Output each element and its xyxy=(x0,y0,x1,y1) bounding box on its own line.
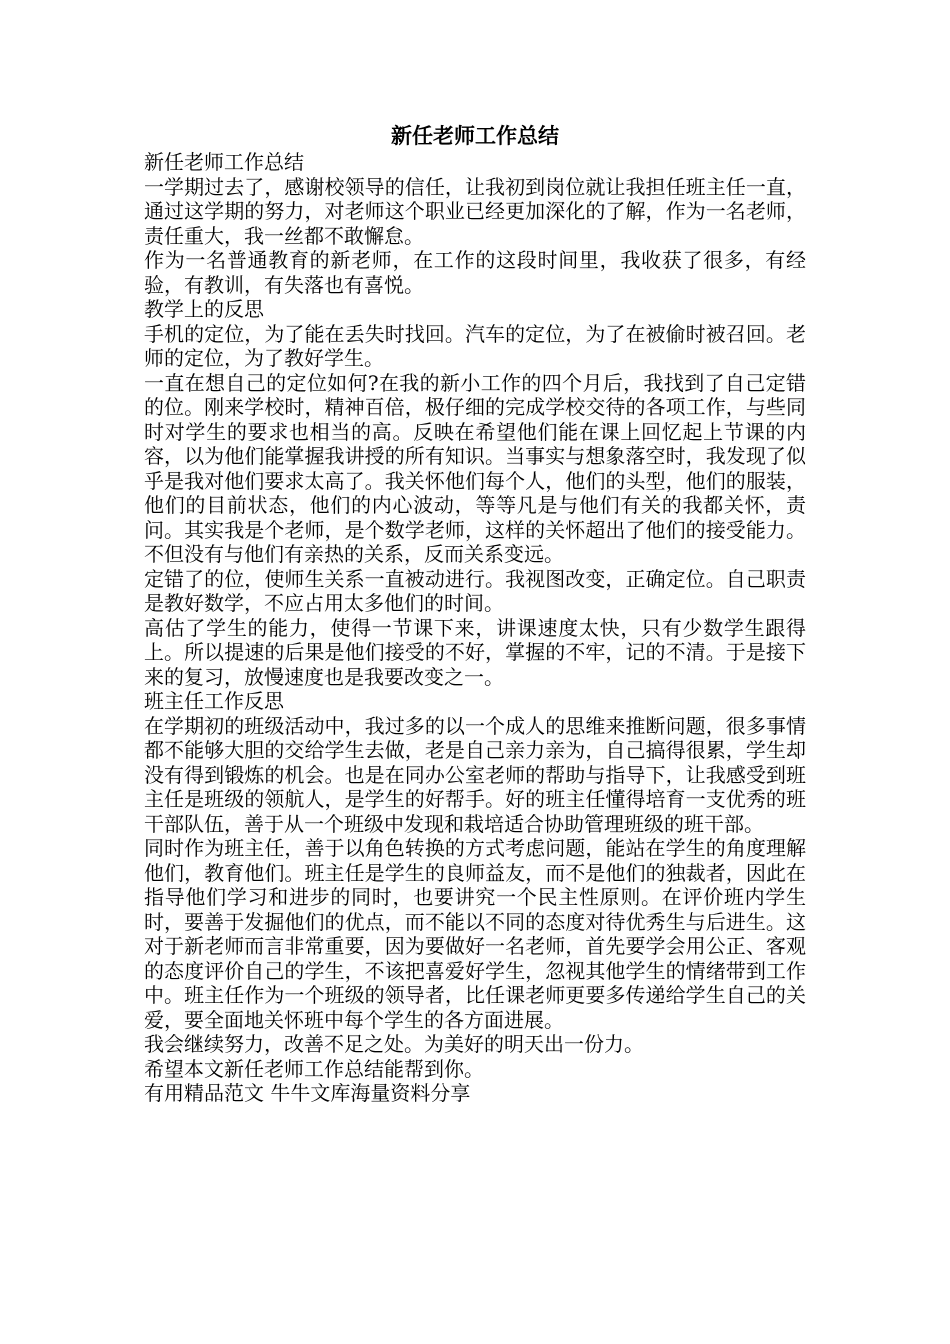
paragraph-role-switch: 同时作为班主任，善于以角色转换的方式考虑问题，能站在学生的角度理解他们，教育他们。班主任是学生的良师益友，而不是他们的独裁者，因此在指导他们学习和进步的同时，也要讲究一个民主性原则。在评价班内学生时，要善于发掘他们的优点，而不能以不同的态度对待优秀生与后进生。这对于新老师而言非常重要，因为要做好一名老师，首先要学会用公正、客观的态度评价自己的学生，不该把喜爱好学生，忽视其他学生的情绪带到工作中。班主任作为一个班级的领导者，比任课老师更要多传递给学生自己的关爱，要全面地关怀班中每个学生的各方面进展。 xyxy=(144,836,806,1032)
paragraph-class-activities: 在学期初的班级活动中，我过多的以一个成人的思维来推断问题，很多事情都不能够大胆的交给学生去做，老是自己亲力亲为，自己搞得很累，学生却没有得到锻炼的机会。也是在同办公室老师的帮助与指导下，让我感受到班主任是班级的领航人，是学生的好帮手。好的班主任懂得培育一支优秀的班干部队伍，善于从一个班级中发现和栽培适合协助管理班级的班干部。 xyxy=(144,713,806,836)
paragraph-intro: 一学期过去了，感谢校领导的信任，让我初到岗位就让我担任班主任一直，通过这学期的努力，对老师这个职业已经更加深化的了解，作为一名老师，责任重大，我一丝都不敢懈怠。 xyxy=(144,174,806,248)
document-title: 新任老师工作总结 xyxy=(391,124,559,148)
document-body xyxy=(144,150,806,1106)
subtitle-line: 新任老师工作总结 xyxy=(144,150,304,174)
paragraph-harvest: 作为一名普通教育的新老师，在工作的这段时间里，我收获了很多，有经验，有教训，有失落也有喜悦。 xyxy=(144,248,806,297)
paragraph-overestimate: 高估了学生的能力，使得一节课下来，讲课速度太快，只有少数学生跟得上。所以提速的后果是他们接受的不好，掌握的不牢，记的不清。于是接下来的复习，放慢速度也是我要改变之一。 xyxy=(144,615,806,689)
footer-line: 有用精品范文 牛牛文库海量资料分享 xyxy=(144,1081,471,1105)
paragraph-wrong-position: 定错了的位，使师生关系一直被动进行。我视图改变，正确定位。自己职责是教好数学，不应占用太多他们的时间。 xyxy=(144,566,806,615)
paragraph-self-reflection: 一直在想自己的定位如何?在我的新小工作的四个月后，我找到了自己定错的位。刚来学校时，精神百倍，极仔细的完成学校交待的各项工作，与些同时对学生的要求也相当的高。反映在希望他们能在课上回忆起上节课的内容，以为他们能掌握我讲授的所有知识。当事实与想象落空时，我发现了似乎是我对他们要求太高了。我关怀他们每个人，他们的头型，他们的服装，他们的目前状态，他们的内心波动，等等凡是与他们有关的我都关怀，责问。其实我是个老师，是个数学老师，这样的关怀超出了他们的接受能力。不但没有与他们有亲热的关系，反而关系变远。 xyxy=(144,370,806,566)
paragraph-positioning: 手机的定位，为了能在丢失时找回。汽车的定位，为了在被偷时被召回。老师的定位，为了教好学生。 xyxy=(144,321,806,370)
section-heading-homeroom: 班主任工作反思 xyxy=(144,689,284,713)
paragraph-continue: 我会继续努力，改善不足之处。为美好的明天出一份力。 xyxy=(144,1032,644,1056)
paragraph-closing: 希望本文新任老师工作总结能帮到你。 xyxy=(144,1056,484,1081)
section-heading-teaching: 教学上的反思 xyxy=(144,297,264,321)
